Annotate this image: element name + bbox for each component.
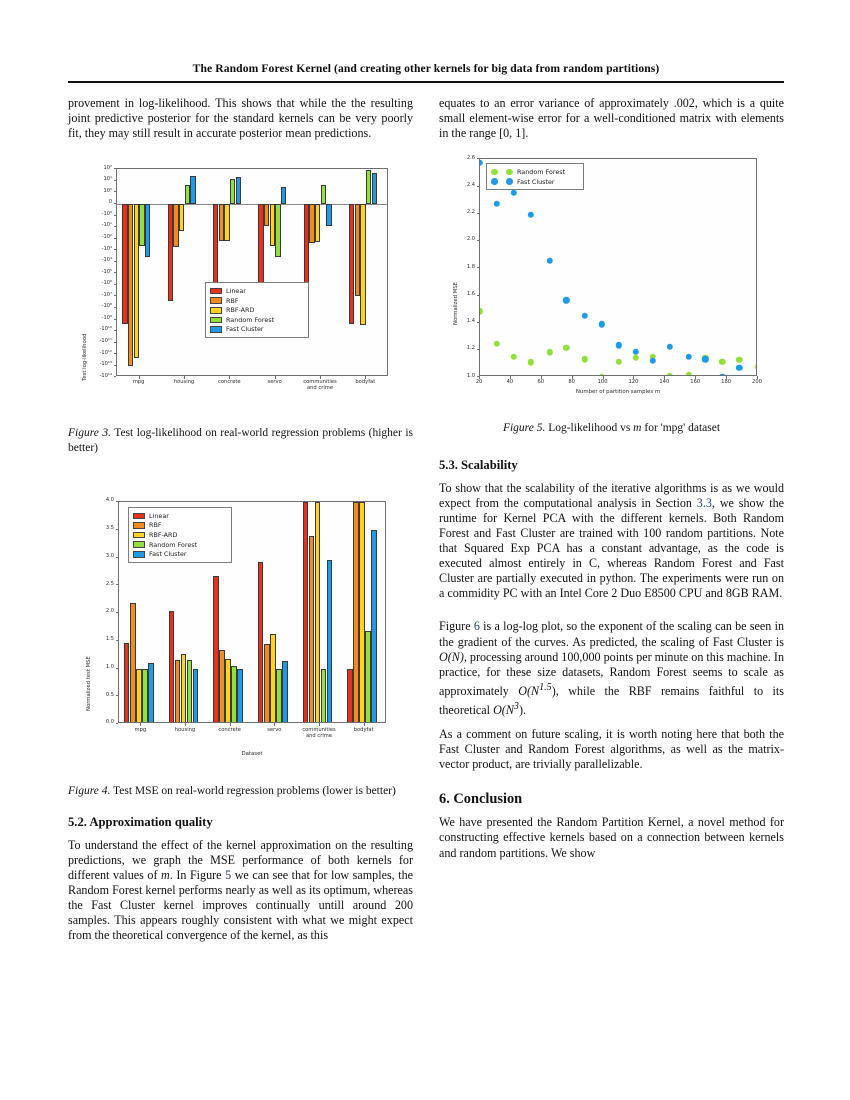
scatter-point <box>650 358 656 364</box>
bar <box>225 659 231 723</box>
figure-3-plot <box>78 159 413 399</box>
x-tick-label: servo <box>267 379 282 386</box>
figure-6-crossref[interactable]: 6 <box>473 619 480 634</box>
x-tick-label: bodyfat <box>355 379 376 386</box>
scatter-point <box>599 321 605 327</box>
y-tick-label: -10⁷ <box>101 291 112 298</box>
legend-label: Fast Cluster <box>517 177 555 186</box>
bar <box>169 611 175 723</box>
legend-label: Random Forest <box>226 315 275 324</box>
y-tick-label: 1.0 <box>105 663 114 670</box>
scatter-point <box>736 365 742 371</box>
tick-mark <box>116 557 119 558</box>
figure-4-caption-text: Test MSE on real-world regression problems (lower is better) <box>110 785 396 798</box>
x-tick-label: mpg <box>134 727 147 734</box>
section-5-2-heading: 5.2. Approximation quality <box>68 814 213 829</box>
bar <box>128 204 133 366</box>
bar <box>303 502 309 723</box>
f5cap-a: Log-likelihood vs <box>545 422 634 435</box>
tick-mark <box>185 723 186 726</box>
tick-mark <box>114 319 117 320</box>
tick-mark <box>114 261 117 262</box>
figure-4-legend <box>128 507 232 563</box>
rp3-on: O(N) <box>439 649 464 664</box>
bar <box>315 502 321 723</box>
legend-swatch-3 <box>210 317 222 324</box>
tick-mark <box>477 240 480 241</box>
bar <box>122 204 127 324</box>
y-tick-label: -10² <box>101 234 112 240</box>
tick-mark <box>477 158 480 159</box>
x-tick-label: 40 <box>506 379 514 386</box>
legend-swatch-4 <box>210 326 222 333</box>
x-tick-label: housing <box>173 379 195 386</box>
bar <box>270 634 276 723</box>
y-tick-label: -10¹¹ <box>99 338 112 344</box>
bar <box>327 560 333 723</box>
right-paragraph-4: As a comment on future scaling, it is worth noting here that both the Fast Cluster and Random Forest algorithms, as well as the matrix-vector product, are trivially parallelizable. <box>439 727 784 772</box>
tick-mark <box>114 168 117 169</box>
scatter-point <box>479 159 483 165</box>
bar <box>360 204 365 325</box>
legend-item <box>210 325 303 335</box>
bar <box>193 669 199 724</box>
y-tick-label: 10² <box>103 164 112 171</box>
bar <box>309 536 315 723</box>
tick-mark <box>114 191 117 192</box>
two-column-body <box>68 96 784 1056</box>
bar <box>236 177 241 204</box>
figure-5 <box>439 150 784 412</box>
right-paragraph-5: We have presented the Random Partition Kernel, a novel method for constructing effective kernels based on a connection between kernels and random partitions. We show <box>439 815 784 860</box>
scatter-point <box>511 353 517 359</box>
x-tick-label: mpg <box>132 379 145 386</box>
figure-3-caption-text: Test log-likelihood on real-world regression problems (higher is better) <box>68 427 413 454</box>
legend-swatch-2 <box>210 307 222 314</box>
y-tick-label: 2.0 <box>105 608 114 615</box>
figure-4-xlabel: Dataset <box>241 751 263 758</box>
legend-label: Linear <box>226 287 246 296</box>
bar <box>134 204 139 358</box>
scatter-point <box>685 353 691 359</box>
tick-mark <box>477 349 480 350</box>
bar <box>365 631 371 723</box>
bar <box>321 669 327 724</box>
legend-label: Fast Cluster <box>149 550 187 559</box>
figure-4 <box>68 493 413 775</box>
tick-mark <box>477 213 480 214</box>
tick-mark <box>114 330 117 331</box>
spacer-left-1 <box>68 455 413 471</box>
y-tick-label: -10¹⁰ <box>99 326 112 333</box>
bar <box>139 204 144 246</box>
y-tick-label: 0.0 <box>105 719 114 726</box>
legend-dot <box>506 169 513 176</box>
f5cap-m: m <box>633 422 642 435</box>
y-tick-label: -10¹² <box>99 349 112 356</box>
bar <box>347 669 353 724</box>
bar <box>321 185 326 203</box>
y-tick-label: 1.5 <box>105 636 114 643</box>
x-tick-label: housing <box>174 727 196 734</box>
tick-mark <box>114 238 117 239</box>
y-tick-label: 1.8 <box>466 263 475 270</box>
tick-mark <box>114 226 117 227</box>
y-tick-label: -10¹ <box>101 222 112 229</box>
y-tick-label: 2.0 <box>466 236 475 243</box>
scatter-point <box>755 364 757 370</box>
legend-item <box>491 167 578 177</box>
bar <box>145 204 150 257</box>
y-tick-label: 0 <box>108 199 112 206</box>
bar <box>190 176 195 204</box>
y-tick-label: -10⁶ <box>101 280 112 287</box>
bar <box>258 562 264 723</box>
right-column <box>439 96 784 870</box>
x-tick-label: 120 <box>628 379 639 386</box>
tick-mark <box>477 267 480 268</box>
bar <box>219 204 224 241</box>
figure-5-caption <box>439 421 784 435</box>
tick-mark <box>116 612 119 613</box>
bar <box>281 187 286 204</box>
x-tick-label: 60 <box>537 379 545 386</box>
rp3-e: ). <box>518 702 526 717</box>
figure-5-xlabel: Number of partition samples m <box>575 389 661 396</box>
lp2-m: m <box>161 867 170 882</box>
bar <box>275 204 280 257</box>
rp2-b: , we show the runtime for Kernel PCA with the different kernels. Both Random Forest and Fast Cluster are trained with 100 random partitions. Note that Squared Exp PCA has a constant advantage, as the code is executed almost entirely in C, whereas Random Forest and Fast Cluster are partially executed in python. The experiments were run on a commidity PC with an Intel Core 2 Duo E8500 CPU and 8GB RAM. <box>439 495 784 601</box>
bar <box>237 669 243 724</box>
legend-label: RBF-ARD <box>149 531 178 540</box>
bar <box>219 650 225 723</box>
y-tick-label: 2.5 <box>105 580 114 587</box>
y-tick-label: -10¹⁴ <box>99 372 112 379</box>
rp3-on3-sup: 3 <box>513 700 519 712</box>
y-tick-label: -10⁹ <box>101 314 112 321</box>
figure-4-ylabel: Normalized test MSE <box>86 656 92 712</box>
x-tick-label: 100 <box>597 379 608 386</box>
scatter-point <box>633 355 639 361</box>
bar <box>372 173 377 204</box>
lp2-a: To understand the effect of the kernel approximation on the resulting predictions, we graph the MSE performance of both kernels for different values of <box>68 837 413 882</box>
y-tick-label: 4.0 <box>105 497 114 504</box>
bar <box>231 666 237 723</box>
y-tick-label: 3.0 <box>105 552 114 559</box>
y-tick-label: -10⁵ <box>101 268 112 275</box>
bar <box>179 204 184 231</box>
tick-mark <box>114 353 117 354</box>
tick-mark <box>477 322 480 323</box>
scatter-point <box>633 349 639 355</box>
legend-label: Linear <box>149 511 169 520</box>
scatter-point <box>719 359 725 365</box>
scatter-point <box>528 212 534 218</box>
legend-label: RBF <box>149 521 162 530</box>
y-tick-label: -10⁰ <box>101 210 112 217</box>
tick-mark <box>477 186 480 187</box>
figure-5-axes <box>479 158 757 376</box>
figure-5-plot <box>444 150 784 400</box>
bar <box>224 204 229 241</box>
bar <box>264 204 269 226</box>
legend-swatch-0 <box>133 513 145 520</box>
x-tick-label: 20 <box>475 379 483 386</box>
y-tick-label: 1.4 <box>466 318 475 325</box>
tick-mark <box>230 723 231 726</box>
tick-mark <box>114 365 117 366</box>
x-tick-label: 80 <box>568 379 575 386</box>
f5cap-b: for 'mpg' dataset <box>641 422 721 435</box>
right-paragraph-1: equates to an error variance of approximately .002, which is a quite small element-wise error for a well-conditioned matrix with elements in the range [0, 1]. <box>439 96 784 141</box>
x-tick-label: communities and crime <box>303 379 337 392</box>
section-6-heading: 6. Conclusion <box>439 791 523 808</box>
figure-4-axes <box>118 501 386 723</box>
bar <box>276 669 282 724</box>
bar <box>349 204 354 324</box>
legend-dot <box>506 178 513 185</box>
lp2-b: . In Figure <box>169 867 226 882</box>
figure-4-plot <box>78 493 413 763</box>
legend-swatch-0 <box>210 288 222 295</box>
bar <box>264 644 270 723</box>
scatter-point <box>582 312 588 318</box>
scatter-point <box>563 297 569 303</box>
y-tick-label: 10¹ <box>103 176 112 183</box>
figure-3-caption-label: Figure 3. <box>68 427 111 440</box>
scatter-point <box>667 372 673 376</box>
figure-5-legend <box>486 163 584 190</box>
tick-mark <box>364 723 365 726</box>
legend-swatch-3 <box>133 541 145 548</box>
legend-swatch-1 <box>210 297 222 304</box>
y-tick-label: 2.6 <box>466 154 475 161</box>
legend-dot-pair <box>491 178 513 185</box>
legend-item <box>210 286 303 296</box>
scatter-point <box>494 341 500 347</box>
tick-mark <box>114 284 117 285</box>
rp3-b: is a log-log plot, so the exponent of the scaling can be seen in the gradient of the curves. As predicted, the scaling of Fast Cluster is <box>439 619 784 649</box>
tick-mark <box>114 180 117 181</box>
bar <box>353 502 359 723</box>
bar <box>270 204 275 246</box>
rp3-c: , processing around 100,000 points per minute on this machine. In practice, for these size datasets, Random Forest seems to scale as approximately <box>439 649 784 698</box>
bar <box>142 669 148 724</box>
y-tick-label: -10⁸ <box>101 303 112 310</box>
legend-item <box>210 315 303 325</box>
legend-label: RBF <box>226 296 239 305</box>
legend-item <box>210 305 303 315</box>
y-tick-label: 1.2 <box>466 345 475 352</box>
right-paragraph-2 <box>439 481 784 602</box>
bar <box>309 204 314 243</box>
rp3-d: ), while the RBF remains faithful to its theoretical <box>439 683 784 717</box>
bar <box>168 204 173 301</box>
y-tick-label: 2.4 <box>466 181 475 188</box>
bar <box>185 185 190 203</box>
legend-dot-pair <box>491 169 513 176</box>
scatter-point <box>702 356 708 362</box>
bar <box>136 669 142 724</box>
bar <box>282 661 288 723</box>
tick-mark <box>274 723 275 726</box>
bar <box>124 643 130 724</box>
tick-mark <box>114 342 117 343</box>
bar <box>181 654 187 723</box>
legend-dot <box>491 169 498 176</box>
x-tick-label: 160 <box>690 379 701 386</box>
scatter-point <box>563 345 569 351</box>
legend-label: Fast Cluster <box>226 325 264 334</box>
tick-mark <box>477 295 480 296</box>
scatter-point <box>582 356 588 362</box>
y-tick-label: 2.2 <box>466 209 475 216</box>
scatter-point <box>736 356 742 362</box>
left-paragraph-1: provement in log-likelihood. This shows that while the the resulting joint predictive posterior for the standard kernels can be very poorly fit, they may still result in accurate posterior mean predictions. <box>68 96 413 141</box>
legend-dot <box>491 178 498 185</box>
legend-item <box>133 521 226 531</box>
section-5-3-heading: 5.3. Scalability <box>439 457 518 472</box>
y-tick-label: -10³ <box>101 245 112 252</box>
scatter-point <box>528 359 534 365</box>
x-tick-label: 180 <box>721 379 732 386</box>
running-title: The Random Forest Kernel (and creating other kernels for big data from random partitions) <box>192 62 660 75</box>
tick-mark <box>114 215 117 216</box>
lp2-c: we can see that for low samples, the Random Forest kernel performs nearly as well as its optimum, whereas the Fast Cluster kernel improves continually untill around 200 samples. This appears roughly consistent with what we might expect from the theoretical convergence of the kernel, as this <box>68 867 413 943</box>
bar <box>355 204 360 296</box>
x-tick-label: bodyfat <box>353 727 374 734</box>
figure-4-caption <box>68 784 413 798</box>
tick-mark <box>116 584 119 585</box>
tick-mark <box>114 307 117 308</box>
legend-item <box>210 296 303 306</box>
rp3-on15-sup: 1.5 <box>539 681 552 693</box>
bar <box>366 170 371 204</box>
legend-label: RBF-ARD <box>226 306 255 315</box>
tick-mark <box>116 695 119 696</box>
legend-swatch-2 <box>133 532 145 539</box>
x-tick-label: concrete <box>218 379 241 386</box>
tick-mark <box>116 529 119 530</box>
y-tick-label: 1.0 <box>466 372 475 379</box>
legend-item <box>133 530 226 540</box>
y-tick-label: 0.5 <box>105 691 114 698</box>
y-tick-label: -10⁴ <box>101 257 112 264</box>
figure-5-crossref[interactable]: 5 <box>225 867 232 882</box>
bar <box>213 576 219 723</box>
figure-5-ylabel: Normalized MSE <box>453 282 459 326</box>
left-paragraph-2 <box>68 838 413 944</box>
figure-5-caption-label: Figure 5. <box>502 422 546 435</box>
y-tick-label: -10¹³ <box>99 361 112 368</box>
bar <box>130 603 136 724</box>
legend-swatch-1 <box>133 522 145 529</box>
legend-swatch-4 <box>133 551 145 558</box>
figure-3-zero-line <box>117 204 387 205</box>
y-tick-label: 10⁰ <box>103 187 112 194</box>
tick-mark <box>140 723 141 726</box>
scatter-point <box>667 344 673 350</box>
bar <box>175 660 181 723</box>
figure-3 <box>68 159 413 417</box>
rp3-on15: O(N <box>518 683 540 698</box>
legend-item <box>491 177 578 187</box>
bar <box>230 179 235 204</box>
scatter-point <box>719 374 725 376</box>
page-header <box>68 62 784 83</box>
bar <box>315 204 320 242</box>
scatter-point <box>685 372 691 377</box>
figure-3-legend <box>205 282 309 338</box>
legend-label: Random Forest <box>149 540 198 549</box>
header-rule <box>68 81 784 83</box>
tick-mark <box>114 249 117 250</box>
bar <box>173 204 178 247</box>
tick-mark <box>116 723 119 724</box>
bar <box>187 660 193 723</box>
x-tick-label: servo <box>267 727 282 734</box>
scatter-point <box>616 342 622 348</box>
figure-3-ylabel: Test log-likelihood <box>82 333 88 382</box>
tick-mark <box>319 723 320 726</box>
figure-4-caption-label: Figure 4. <box>68 785 111 798</box>
left-column <box>68 96 413 952</box>
y-tick-label: 3.5 <box>105 525 114 532</box>
tick-mark <box>116 640 119 641</box>
scatter-point <box>479 308 483 314</box>
figure-3-axes <box>116 168 388 376</box>
tick-mark <box>114 376 117 377</box>
bar <box>148 663 154 723</box>
scatter-point <box>546 349 552 355</box>
scatter-point <box>616 359 622 365</box>
legend-label: Random Forest <box>517 168 566 177</box>
right-paragraph-3 <box>439 619 784 718</box>
bar <box>326 204 331 226</box>
tick-mark <box>114 203 117 204</box>
bar <box>371 530 377 723</box>
rp2-a: To show that the scalability of the iterative algorithms is as we would expect from the computational analysis in Section <box>439 480 784 510</box>
figure-3-caption <box>68 426 413 455</box>
legend-item <box>133 511 226 521</box>
spacer-right-1 <box>439 610 784 619</box>
tick-mark <box>116 501 119 502</box>
x-tick-label: 200 <box>752 379 762 386</box>
section-3-3-crossref[interactable]: 3.3 <box>696 495 712 510</box>
scatter-point <box>546 258 552 264</box>
x-tick-label: 140 <box>659 379 670 386</box>
x-tick-label: communities and crime <box>302 727 336 740</box>
scatter-point <box>494 200 500 206</box>
rp3-on3: O(N <box>493 702 514 717</box>
y-tick-label: 1.6 <box>466 290 475 297</box>
x-tick-label: concrete <box>218 727 241 734</box>
tick-mark <box>116 668 119 669</box>
legend-item <box>133 549 226 559</box>
tick-mark <box>114 272 117 273</box>
tick-mark <box>114 295 117 296</box>
bar <box>359 502 365 723</box>
legend-item <box>133 540 226 550</box>
rp3-a: Figure <box>439 619 474 634</box>
